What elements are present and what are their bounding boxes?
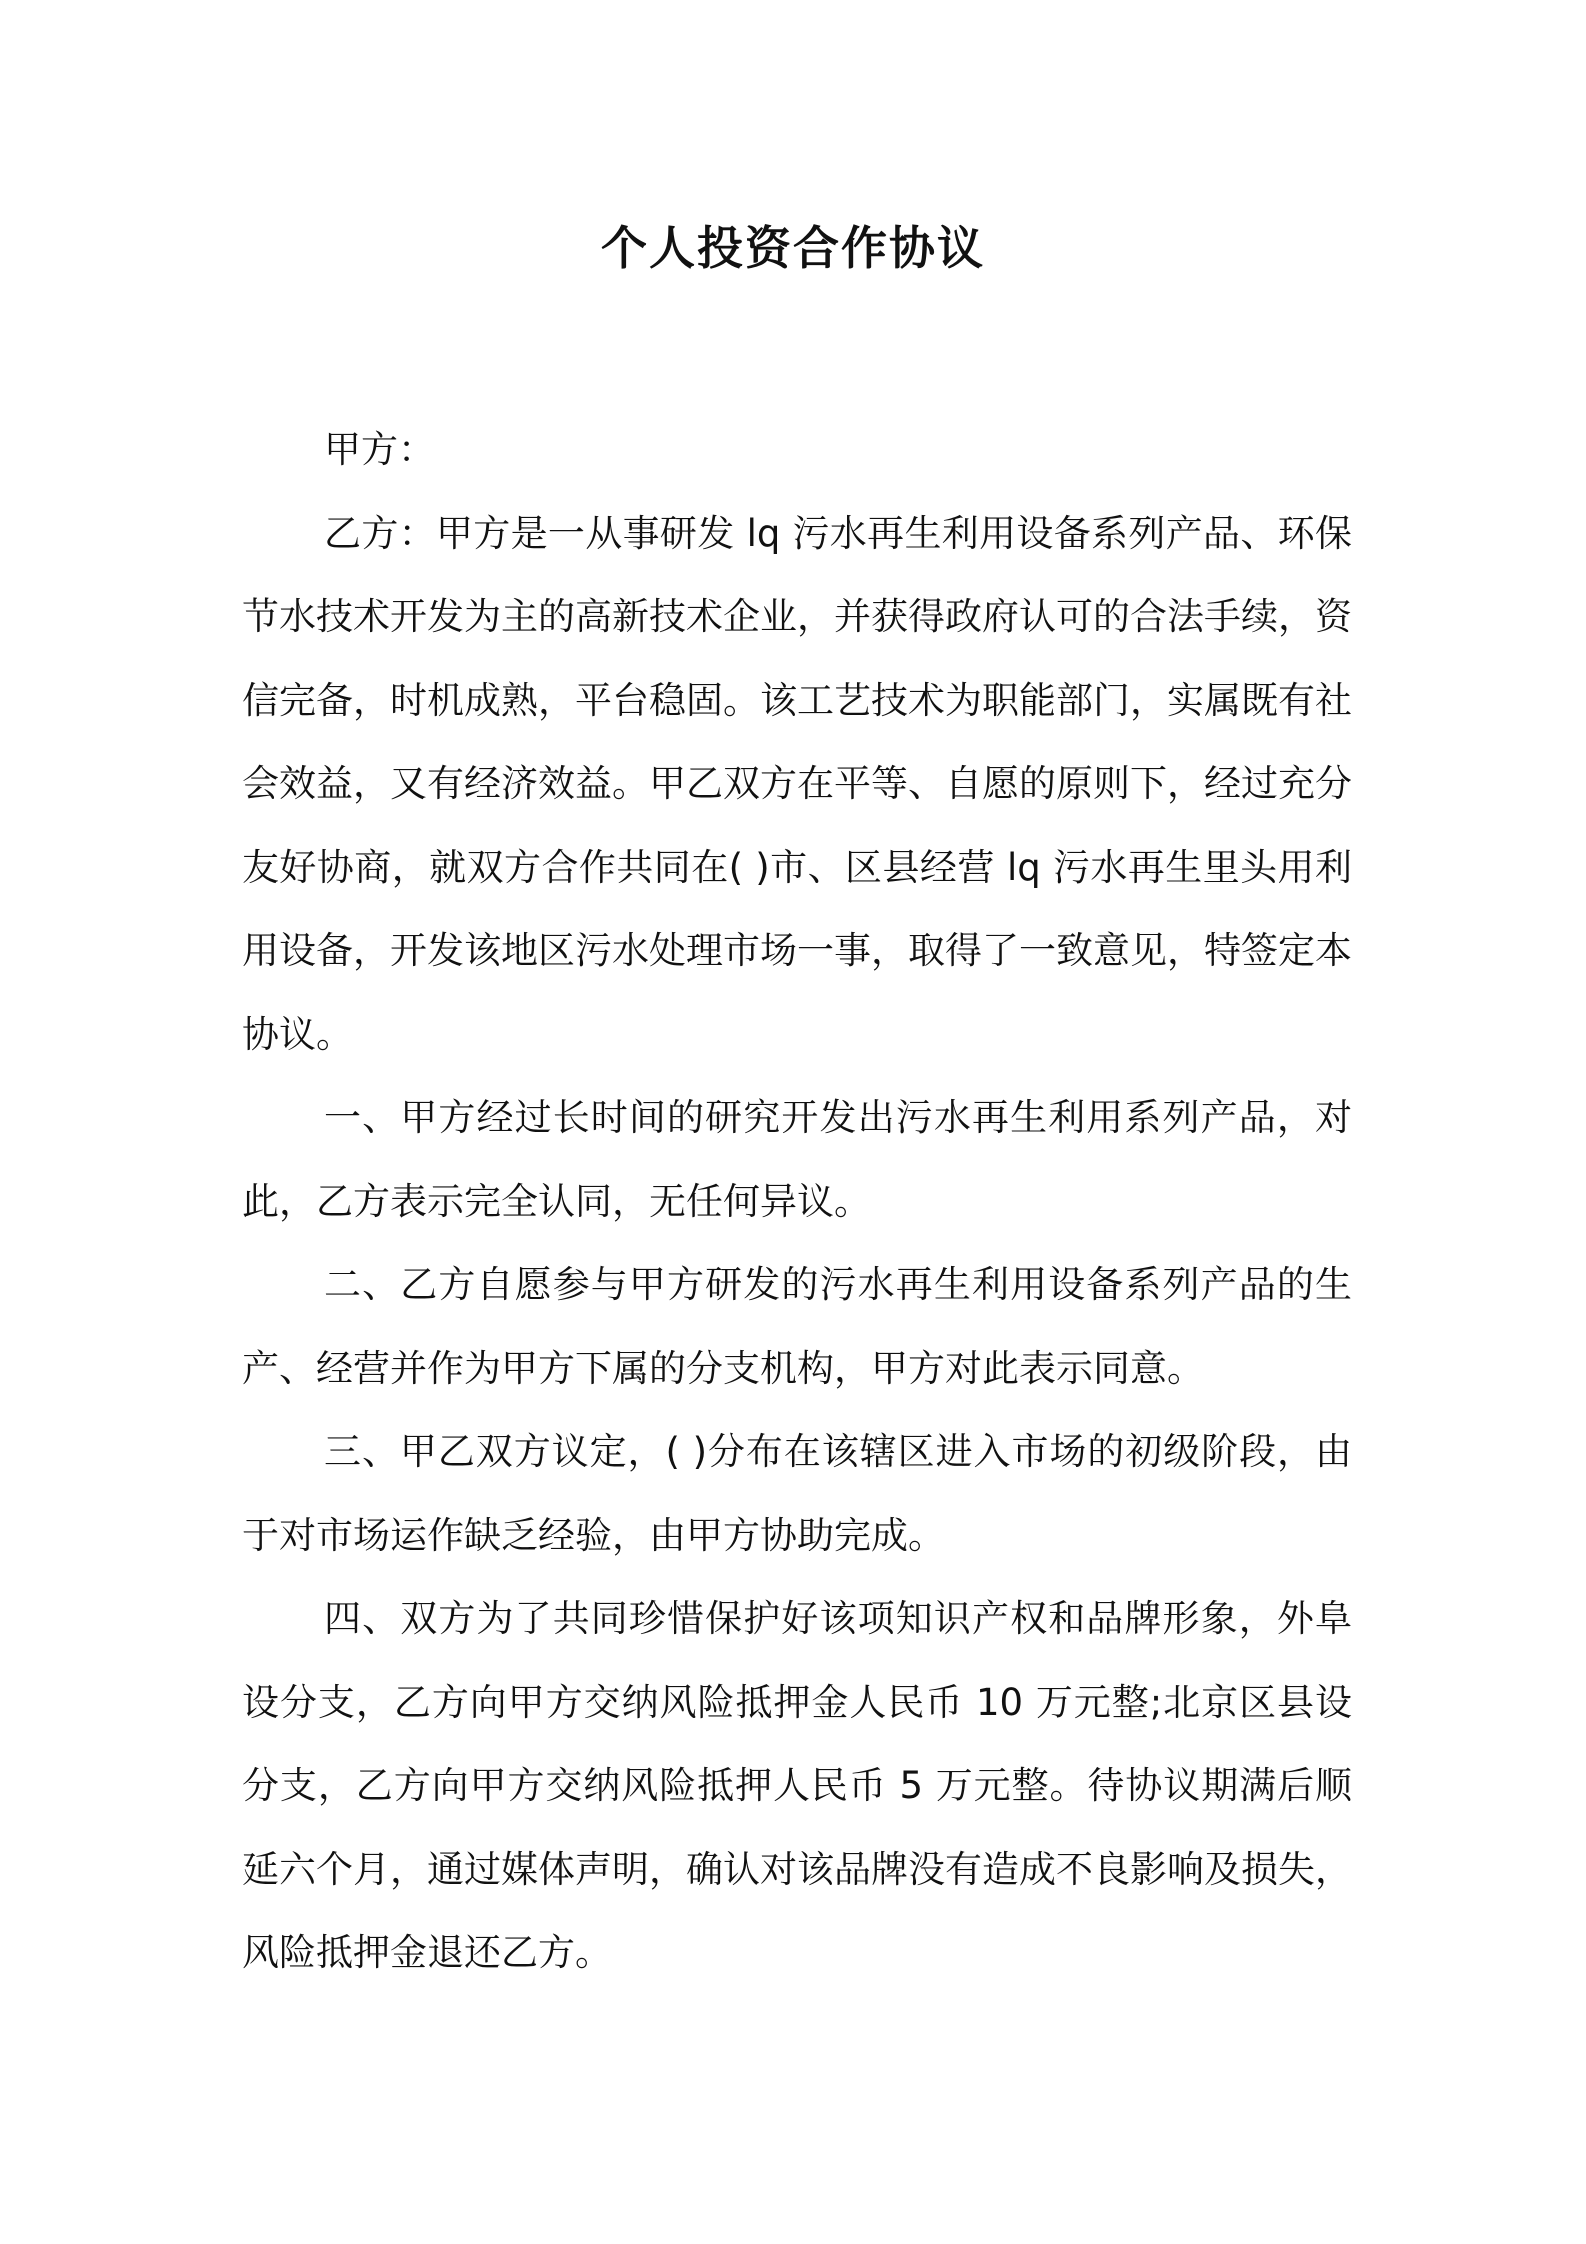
document-title: 个人投资合作协议 <box>601 221 985 275</box>
party-a-line: 甲方： <box>324 428 435 471</box>
document-body <box>242 408 1352 1995</box>
clause-2-paragraph: 二、乙方自愿参与甲方研发的污水再生利用设备系列产品的生产、经营并作为甲方下属的分支机构，甲方对此表示同意。 <box>242 1263 1352 1390</box>
party-b-intro-paragraph: 乙方：甲方是一从事研发 lq 污水再生利用设备系列产品、环保节水技术开发为主的高新技术企业，并获得政府认可的合法手续，资信完备，时机成熟，平台稳固。该工艺技术为职能部门，实属既有社会效益，又有经济效益。甲乙双方在平等、自愿的原则下，经过充分友好协商，就双方合作共同在( )市、区县经营 lq 污水再生里头用利用设备，开发该地区污水处理市场一事，取得了一致意见，特签定本协议。 <box>242 511 1352 1056</box>
clause-1-paragraph: 一、甲方经过长时间的研究开发出污水再生利用系列产品，对此，乙方表示完全认同，无任何异议。 <box>242 1096 1352 1223</box>
clause-3-paragraph: 三、甲乙双方议定，( )分布在该辖区进入市场的初级阶段，由于对市场运作缺乏经验，由甲方协助完成。 <box>242 1430 1352 1557</box>
clause-4-paragraph: 四、双方为了共同珍惜保护好该项知识产权和品牌形象，外阜设分支，乙方向甲方交纳风险抵押金人民币 10 万元整;北京区县设分支，乙方向甲方交纳风险抵押人民币 5 万元整。待协议期满后顺延六个月，通过媒体声明，确认对该品牌没有造成不良影响及损失，风险抵押金退还乙方。 <box>242 1597 1352 1974</box>
